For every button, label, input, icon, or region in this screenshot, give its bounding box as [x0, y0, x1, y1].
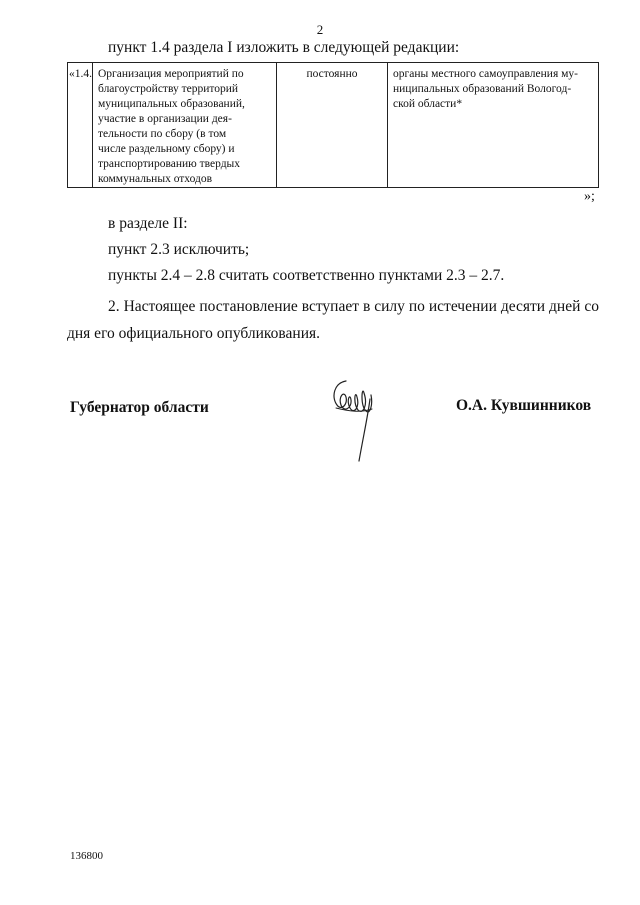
- item-period: постоянно: [277, 63, 388, 188]
- items-2-4-2-8-text: пункты 2.4 – 2.8 считать соответственно пунктами 2.3 – 2.7.: [108, 267, 505, 284]
- intro-text: пункт 1.4 раздела I изложить в следующей редакции:: [108, 39, 460, 56]
- item-2-3-text: пункт 2.3 исключить;: [108, 241, 250, 258]
- signature-icon: [326, 375, 386, 467]
- item-number: «1.4.: [68, 63, 93, 188]
- section-2-heading: в разделе II:: [108, 215, 188, 232]
- governor-title: Губернатор области: [70, 399, 209, 416]
- closing-quote: »;: [584, 189, 595, 204]
- governor-name: О.А. Кувшинников: [456, 397, 592, 414]
- paragraph-2: 2. Настоящее постановление вступает в силу по истечении десяти дней со дня его официального опубликования.: [67, 298, 599, 342]
- table-row: [68, 63, 599, 188]
- page-number: 2: [316, 22, 324, 37]
- item-executor: органы местного самоуправления му- ниципальных образований Вологод- ской области*: [388, 63, 599, 188]
- item-description: Организация мероприятий по благоустройству территорий муниципальных образований, участие в организации дея- тельности по сбору (в том числе раздельному сбору) и транспортированию твердых коммунальных отходов: [93, 63, 277, 188]
- document-code: 136800: [70, 850, 103, 862]
- amendment-table: [67, 62, 599, 188]
